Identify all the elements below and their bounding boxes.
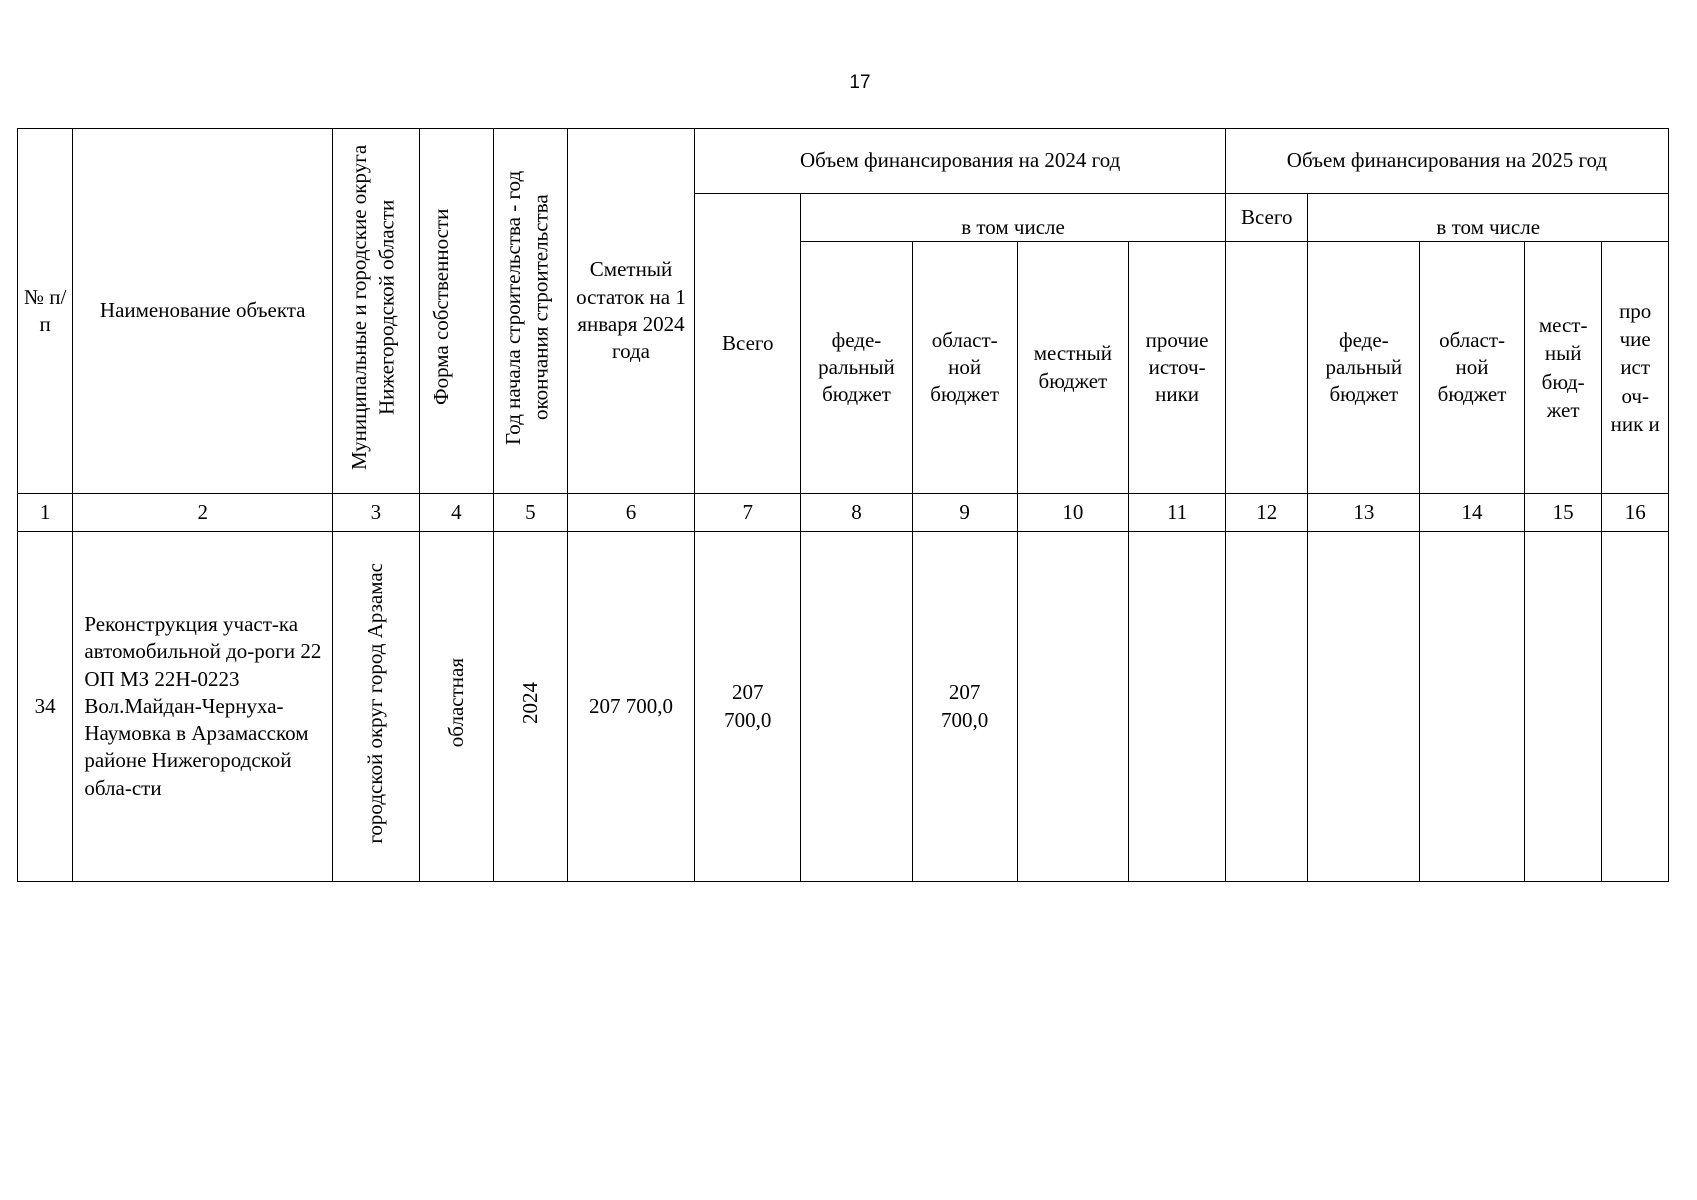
row-ownership-text: областная xyxy=(443,658,468,748)
col-number: 16 xyxy=(1602,494,1669,532)
row-other-2024 xyxy=(1129,532,1226,882)
header-group-2024: Объем финансирования на 2024 год xyxy=(695,129,1226,194)
col-number: 11 xyxy=(1129,494,1226,532)
header-regional-2024: област-ной бюджет xyxy=(912,242,1017,494)
header-years xyxy=(494,129,567,494)
row-num: 34 xyxy=(18,532,73,882)
row-estimate: 207 700,0 xyxy=(567,532,695,882)
header-federal-2025: феде-ральный бюджет xyxy=(1308,242,1420,494)
header-total-2025: Всего xyxy=(1225,194,1308,242)
row-federal-2025 xyxy=(1308,532,1420,882)
header-district xyxy=(333,129,420,494)
header-estimate: Сметный остаток на 1 января 2024 года xyxy=(567,129,695,494)
row-local-2024 xyxy=(1017,532,1129,882)
row-regional-2024: 207 700,0 xyxy=(912,532,1017,882)
col-number: 3 xyxy=(333,494,420,532)
row-district-text: городской округ город Арзамас xyxy=(363,562,388,844)
col-number: 4 xyxy=(419,494,493,532)
col-number: 2 xyxy=(73,494,333,532)
col-number: 7 xyxy=(695,494,801,532)
header-other-2025: про чие ист оч-ник и xyxy=(1602,242,1669,494)
col-number: 9 xyxy=(912,494,1017,532)
row-federal-2024 xyxy=(801,532,913,882)
col-number: 14 xyxy=(1420,494,1525,532)
header-object-name: Наименование объекта xyxy=(73,129,333,494)
financing-table xyxy=(17,128,1669,882)
row-total-2025 xyxy=(1225,532,1308,882)
col-number: 15 xyxy=(1524,494,1602,532)
header-district-text: Муниципальные и городские округа Нижегородской области xyxy=(346,144,399,470)
header-years-text: Год начала строительства - год окончания строительства xyxy=(501,170,553,445)
row-district xyxy=(333,532,420,882)
header-local-2025: мест-ный бюд-жет xyxy=(1524,242,1602,494)
header-other-2024: прочие источ-ники xyxy=(1129,242,1226,494)
row-other-2025 xyxy=(1602,532,1669,882)
header-total-2024: Всего xyxy=(695,194,801,494)
header-num: № п/п xyxy=(18,129,73,494)
header-incl-2024: в том числе xyxy=(801,194,1226,242)
row-years-text: 2024 xyxy=(517,681,542,724)
header-empty-2025 xyxy=(1225,242,1308,494)
row-local-2025 xyxy=(1524,532,1602,882)
col-number: 10 xyxy=(1017,494,1129,532)
header-local-2024: местный бюджет xyxy=(1017,242,1129,494)
col-number: 5 xyxy=(494,494,567,532)
row-object-name: Реконструкция участ-ка автомобильной до-роги 22 ОП МЗ 22Н-0223 Вол.Майдан-Чернуха-Наумовка в Арзамасском районе Нижегородской обла-сти xyxy=(73,532,333,882)
header-regional-2025: област-ной бюджет xyxy=(1420,242,1525,494)
col-number: 12 xyxy=(1225,494,1308,532)
row-ownership xyxy=(419,532,493,882)
header-federal-2024: феде-ральный бюджет xyxy=(801,242,913,494)
col-number: 13 xyxy=(1308,494,1420,532)
col-number: 6 xyxy=(567,494,695,532)
page-number: 17 xyxy=(849,72,871,93)
col-number: 8 xyxy=(801,494,913,532)
header-incl-2025: в том числе xyxy=(1308,194,1669,242)
row-total-2024: 207 700,0 xyxy=(695,532,801,882)
header-ownership-text: Форма собственности xyxy=(429,209,454,406)
row-regional-2025 xyxy=(1420,532,1525,882)
row-years xyxy=(494,532,567,882)
table-row xyxy=(18,532,1669,882)
header-ownership xyxy=(419,129,493,494)
col-number: 1 xyxy=(18,494,73,532)
header-group-2025: Объем финансирования на 2025 год xyxy=(1225,129,1668,194)
